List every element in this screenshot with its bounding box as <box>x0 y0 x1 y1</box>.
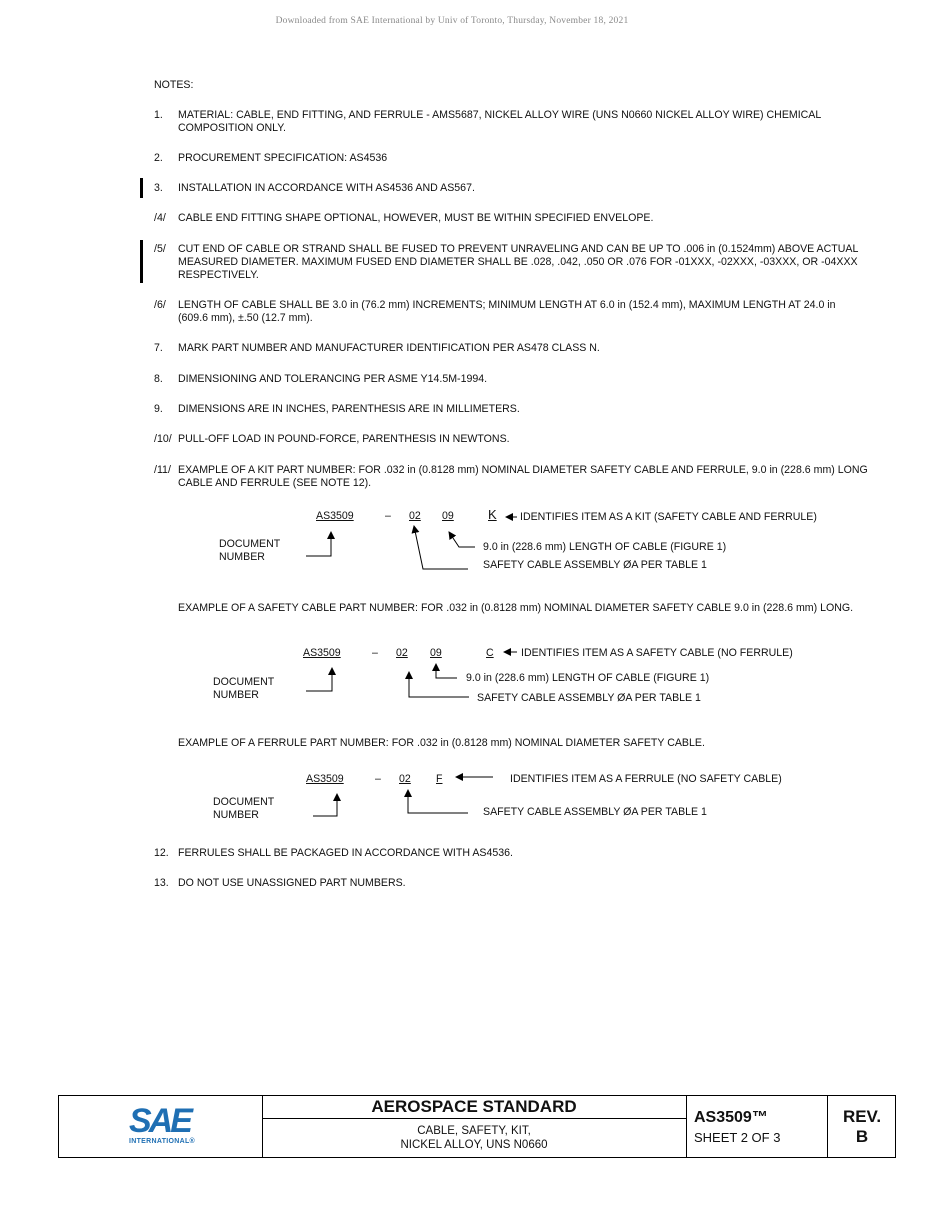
revision-cell <box>828 1096 896 1157</box>
note-text: FERRULES SHALL BE PACKAGED IN ACCORDANCE WITH AS4536. <box>178 847 513 859</box>
cable-dia-code: 02 <box>396 647 408 659</box>
kit-dia-code: 02 <box>409 510 421 522</box>
ferrule-dia-code: 02 <box>399 773 411 785</box>
kit-dash: – <box>385 510 391 522</box>
note-text: PULL-OFF LOAD IN POUND-FORCE, PARENTHESIS IN NEWTONS. <box>178 433 510 445</box>
ferrule-doc-label-1: DOCUMENT <box>213 796 275 808</box>
cable-suffix-label: IDENTIFIES ITEM AS A SAFETY CABLE (NO FERRULE) <box>521 647 793 659</box>
kit-dia-label: SAFETY CABLE ASSEMBLY ØA PER TABLE 1 <box>483 559 707 571</box>
ferrule-suffix-label: IDENTIFIES ITEM AS A FERRULE (NO SAFETY CABLE) <box>510 773 782 785</box>
note-text: INSTALLATION IN ACCORDANCE WITH AS4536 AND AS567. <box>178 182 475 194</box>
ferrule-dia-label: SAFETY CABLE ASSEMBLY ØA PER TABLE 1 <box>483 806 707 818</box>
document-title <box>262 1119 686 1152</box>
cable-length-label: 9.0 in (228.6 mm) LENGTH OF CABLE (FIGURE 1) <box>466 672 710 684</box>
document-title-line-1: CABLE, SAFETY, KIT, <box>417 1125 531 1137</box>
standard-type: AEROSPACE STANDARD <box>262 1096 686 1119</box>
ferrule-doc-code: AS3509 <box>306 773 344 785</box>
note-text: DIMENSIONS ARE IN INCHES, PARENTHESIS ARE IN MILLIMETERS. <box>178 403 520 415</box>
note-text: PROCUREMENT SPECIFICATION: AS4536 <box>178 152 388 164</box>
cable-doc-label-1: DOCUMENT <box>213 676 275 688</box>
note-text: CUT END OF CABLE OR STRAND SHALL BE FUSED TO PREVENT UNRAVELING AND CAN BE UP TO .006 in (0.1524mm) ABOVE ACTUAL MEASURED DIAMETER. MAXIMUM FUSED END DIAMETER SHALL BE .028, .042, .050 OR .076 FOR -01XXX, -02XXX, -03XXX, OR -04XXX RESPECTIVELY. <box>178 243 858 281</box>
document-number-cell <box>687 1096 828 1157</box>
sae-logo-subtext: INTERNATIONAL® <box>129 1138 196 1145</box>
cable-doc-label-2: NUMBER <box>213 689 259 701</box>
kit-doc-arrow <box>306 532 331 556</box>
sae-logo <box>59 1096 263 1157</box>
note-number: 2. <box>154 152 163 164</box>
cable-doc-code: AS3509 <box>303 647 341 659</box>
kit-suffix-label: IDENTIFIES ITEM AS A KIT (SAFETY CABLE AND FERRULE) <box>520 511 817 523</box>
note-number: 9. <box>154 403 163 415</box>
cable-length-code: 09 <box>430 647 442 659</box>
note-number: 3. <box>154 182 163 194</box>
title-cell <box>262 1096 687 1157</box>
note-text: CABLE END FITTING SHAPE OPTIONAL, HOWEVER, MUST BE WITHIN SPECIFIED ENVELOPE. <box>178 212 654 224</box>
note-number: /10/ <box>154 433 172 445</box>
cable-example-intro: EXAMPLE OF A SAFETY CABLE PART NUMBER: FOR .032 in (0.8128 mm) NOMINAL DIAMETER SAFETY CABLE 9.0 in (228.6 mm) LONG. <box>178 602 854 614</box>
note-text: EXAMPLE OF A KIT PART NUMBER: FOR .032 in (0.8128 mm) NOMINAL DIAMETER SAFETY CABLE AND FERRULE, 9.0 in (228.6 mm) LONG CABLE AND FERRULE (SEE NOTE 12). <box>178 464 868 489</box>
revision-label: REV. <box>842 1107 882 1126</box>
ferrule-dia-arrow <box>408 790 468 813</box>
ferrule-doc-arrow <box>313 794 337 816</box>
note-number: 12. <box>154 847 169 859</box>
kit-dia-arrow <box>414 526 468 569</box>
kit-doc-code: AS3509 <box>316 510 354 522</box>
document-number: AS3509™ <box>694 1109 768 1126</box>
change-bar-note-3 <box>140 178 143 198</box>
note-text: DO NOT USE UNASSIGNED PART NUMBERS. <box>178 877 406 889</box>
note-number: 13. <box>154 877 169 889</box>
cable-length-arrow <box>436 664 457 678</box>
note-text: MARK PART NUMBER AND MANUFACTURER IDENTIFICATION PER AS478 CLASS N. <box>178 342 600 354</box>
ferrule-dash: – <box>375 773 381 785</box>
note-number: 1. <box>154 109 163 121</box>
cable-dia-label: SAFETY CABLE ASSEMBLY ØA PER TABLE 1 <box>477 692 701 704</box>
ferrule-example-intro: EXAMPLE OF A FERRULE PART NUMBER: FOR .032 in (0.8128 mm) NOMINAL DIAMETER SAFETY CABLE. <box>178 737 705 749</box>
kit-doc-label-2: NUMBER <box>219 551 265 563</box>
sheet-number: SHEET 2 OF 3 <box>694 1130 781 1145</box>
kit-length-code: 09 <box>442 510 454 522</box>
note-number: 7. <box>154 342 163 354</box>
ferrule-suffix-code: F <box>436 773 443 785</box>
cable-dia-arrow <box>409 672 469 697</box>
kit-suffix-code: K <box>488 507 497 522</box>
download-notice: Downloaded from SAE International by Univ of Toronto, Thursday, November 18, 2021 <box>275 16 629 26</box>
note-text: LENGTH OF CABLE SHALL BE 3.0 in (76.2 mm) INCREMENTS; MINIMUM LENGTH AT 6.0 in (152.4 mm), MAXIMUM LENGTH AT 24.0 in (609.6 mm), ±.50 (12.7 mm). <box>178 299 836 324</box>
note-text: DIMENSIONING AND TOLERANCING PER ASME Y14.5M-1994. <box>178 373 488 385</box>
ferrule-doc-label-2: NUMBER <box>213 809 259 821</box>
notes-title: NOTES: <box>154 79 194 91</box>
note-number: /5/ <box>154 243 166 255</box>
revision-value: B <box>855 1127 869 1146</box>
title-block <box>58 1095 896 1158</box>
note-number: /6/ <box>154 299 166 311</box>
cable-suffix-code: C <box>486 647 494 659</box>
kit-doc-label-1: DOCUMENT <box>219 538 281 550</box>
document-title-line-2: NICKEL ALLOY, UNS N0660 <box>400 1139 548 1151</box>
sae-logo-mark: SAE <box>129 1102 190 1140</box>
change-bar-note-5 <box>140 240 143 283</box>
cable-dash: – <box>372 647 378 659</box>
kit-length-arrow <box>449 532 475 547</box>
kit-length-label: 9.0 in (228.6 mm) LENGTH OF CABLE (FIGURE 1) <box>483 541 727 553</box>
note-number: /11/ <box>154 464 171 476</box>
note-text: MATERIAL: CABLE, END FITTING, AND FERRULE - AMS5687, NICKEL ALLOY WIRE (UNS N0660 NICKEL ALLOY WIRE) CHEMICAL COMPOSITION ONLY. <box>178 109 821 134</box>
note-number: /4/ <box>154 212 166 224</box>
note-number: 8. <box>154 373 163 385</box>
cable-doc-arrow <box>306 668 332 691</box>
